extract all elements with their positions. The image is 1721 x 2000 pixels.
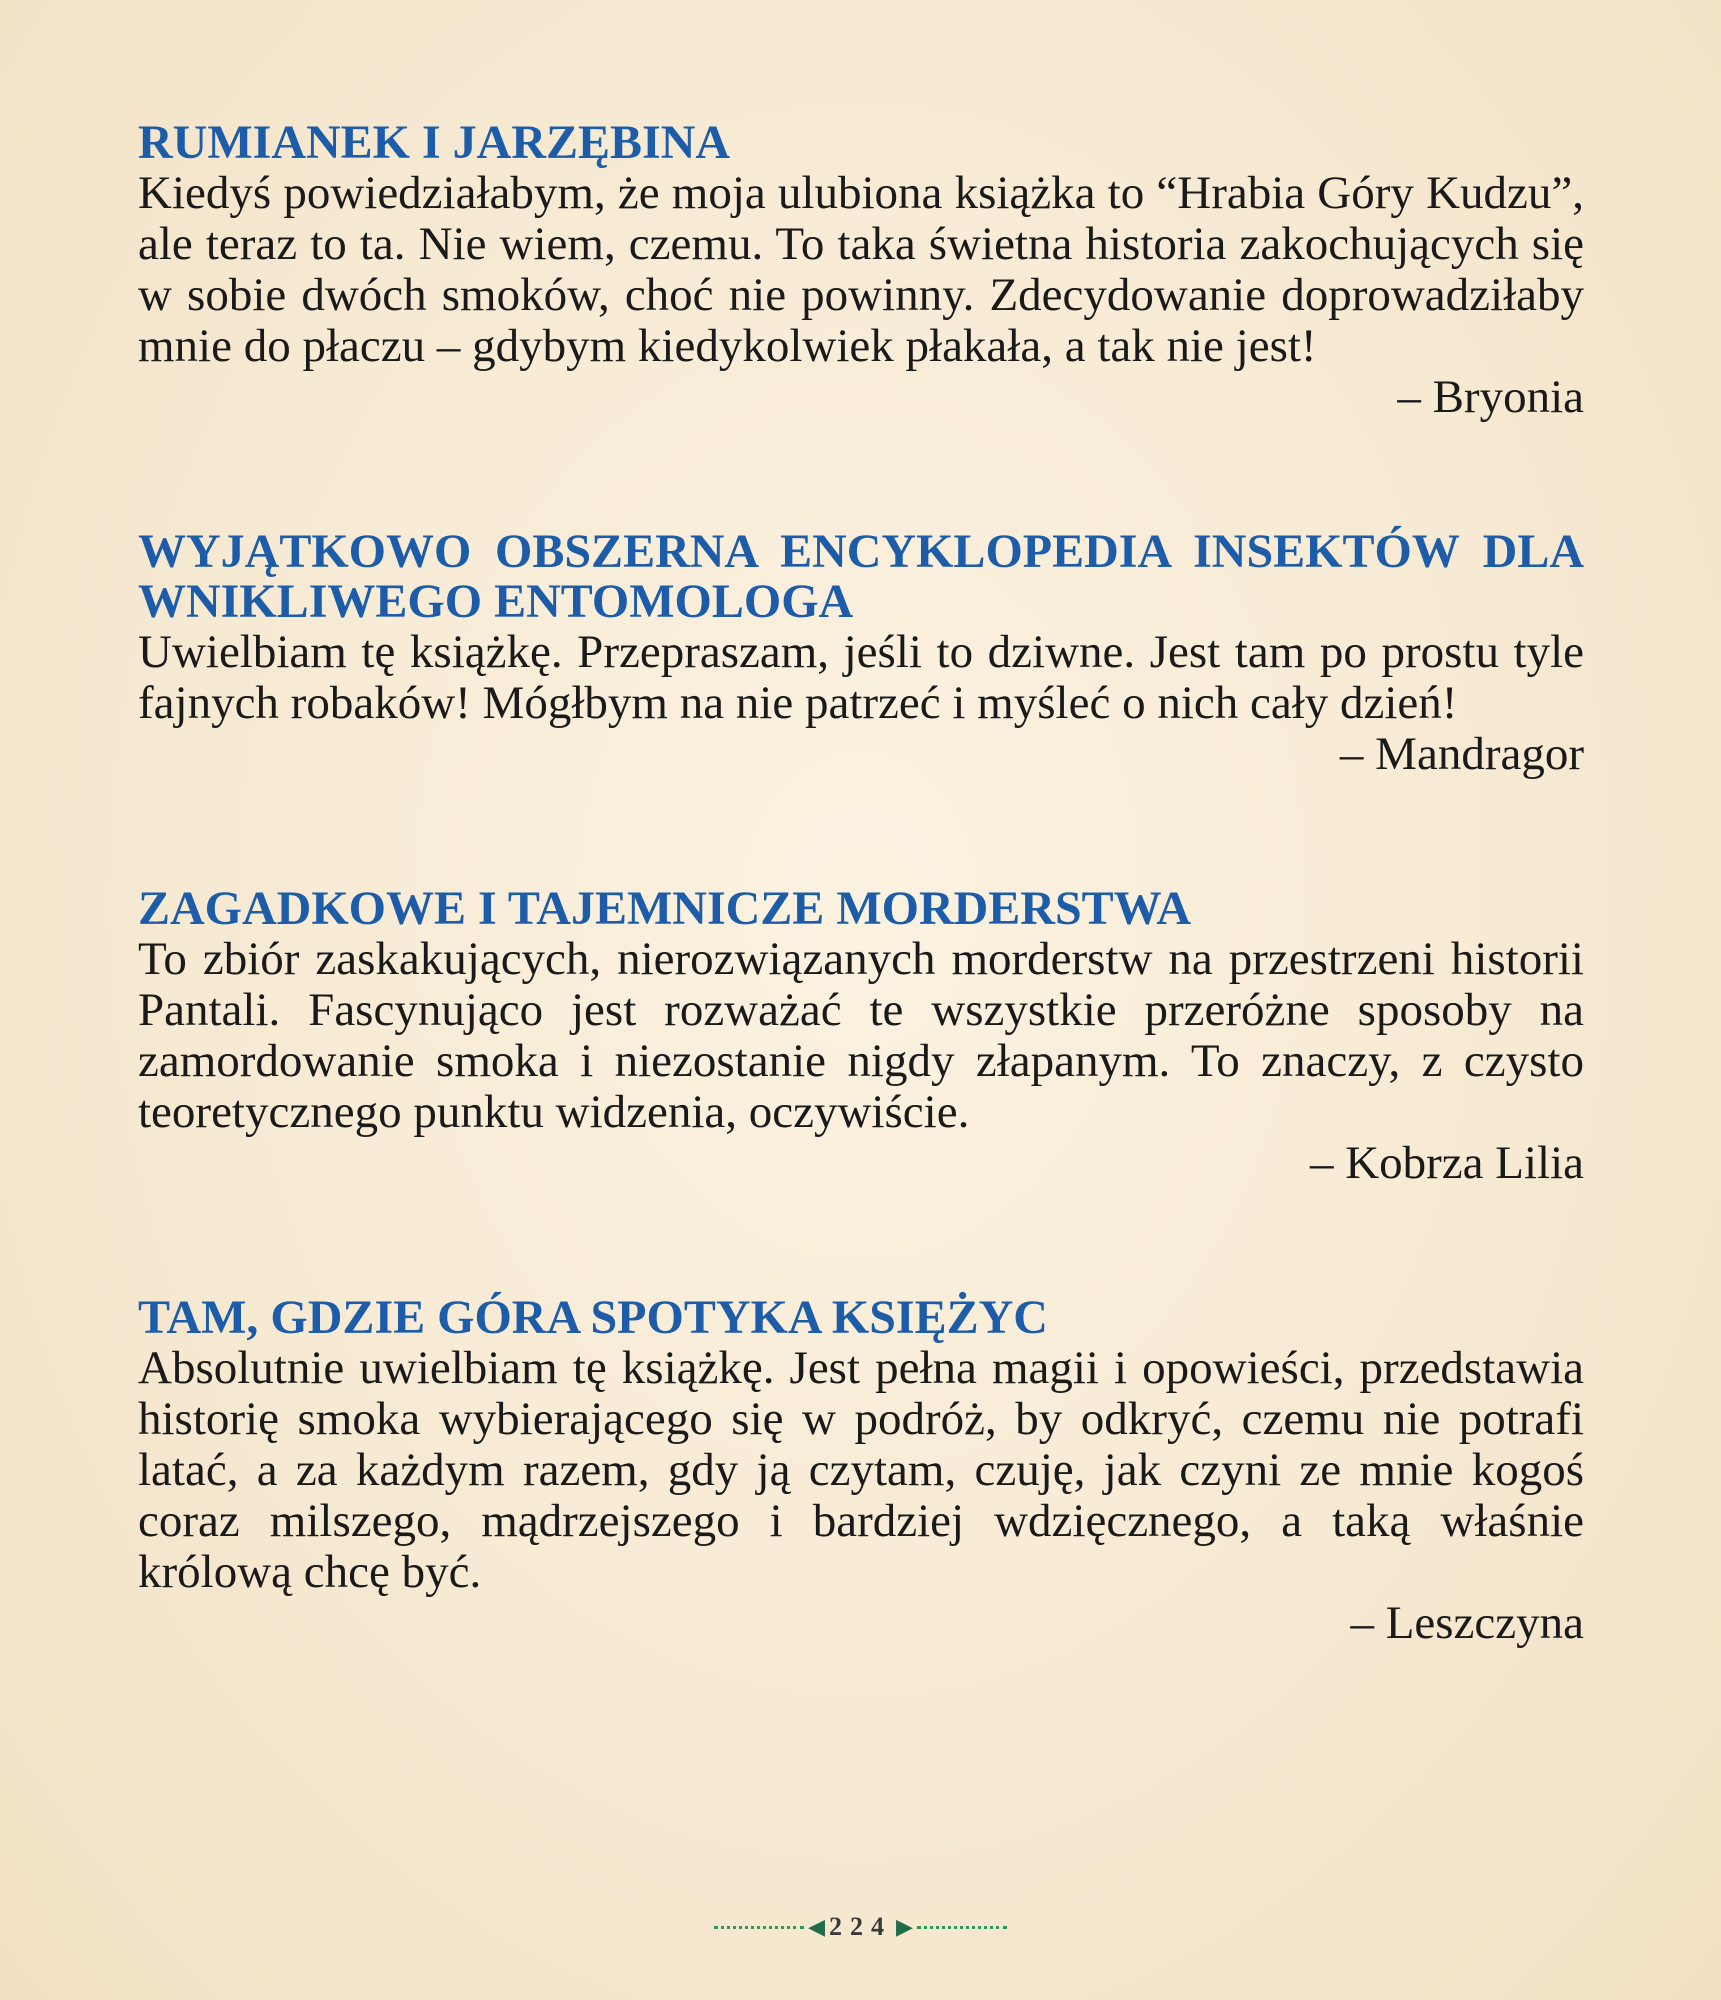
entry-body: To zbiór zaskakujących, nierozwiązanych morderstw na przestrzeni historii Pantali. Fascynująco jest rozważać te wszystkie przeróżne sposoby na zamordowanie smoka i niezostanie nigdy złapanym. To znaczy, z czysto teoretycznego punktu widzenia, oczywiście. — [138, 933, 1584, 1138]
dotted-line-right — [917, 1926, 1007, 1929]
book-entry — [138, 527, 1584, 780]
entry-body: Absolutnie uwielbiam tę książkę. Jest pełna magii i opowieści, przedstawia historię smoka wybierającego się w podróż, by odkryć, czemu nie potrafi latać, a za każdym razem, gdy ją czytam, czuję, jak czyni ze mnie kogoś coraz milszego, mądrzejszego i bardziej wdzięcznego, a taką właśnie królową chcę być. — [138, 1342, 1584, 1598]
page-content — [138, 118, 1584, 1753]
entry-title: RUMIANEK I JARZĘBINA — [138, 116, 731, 169]
entry-title: ZAGADKOWE I TAJEMNICZE MORDERSTWA — [138, 882, 1192, 935]
entry-title: WYJĄTKOWO OBSZERNA ENCYKLOPEDIA INSEKTÓW DLA WNIKLIWEGO ENTOMOLOGA — [138, 525, 1584, 628]
page-number: 224 — [829, 1912, 892, 1941]
page-footer — [0, 1912, 1721, 1942]
entry-author: – Bryonia — [1397, 371, 1584, 423]
entry-author: – Leszczyna — [1350, 1597, 1584, 1649]
entry-author: – Kobrza Lilia — [1309, 1137, 1584, 1189]
book-entry — [138, 118, 1584, 423]
dotted-line-left — [714, 1926, 804, 1929]
entry-body: Uwielbiam tę książkę. Przepraszam, jeśli to dziwne. Jest tam po prostu tyle fajnych robaków! Mógłbym na nie patrzeć i myśleć o nich cały dzień! — [138, 626, 1584, 729]
entry-title: TAM, GDZIE GÓRA SPOTYKA KSIĘŻYC — [138, 1291, 1048, 1344]
entry-author: – Mandragor — [1339, 728, 1584, 780]
arrow-ornament-icon: ▶ — [896, 1914, 913, 1939]
entry-body: Kiedyś powiedziałabym, że moja ulubiona książka to “Hrabia Góry Kudzu”, ale teraz to ta. Nie wiem, czemu. To taka świetna historia zakochujących się w sobie dwóch smoków, choć nie powinny. Zdecydowanie doprowadziłaby mnie do płaczu – gdybym kiedykolwiek płakała, a tak nie jest! — [138, 167, 1584, 372]
book-entry — [138, 884, 1584, 1189]
arrow-ornament-icon: ◀ — [808, 1914, 825, 1939]
book-entry — [138, 1293, 1584, 1649]
